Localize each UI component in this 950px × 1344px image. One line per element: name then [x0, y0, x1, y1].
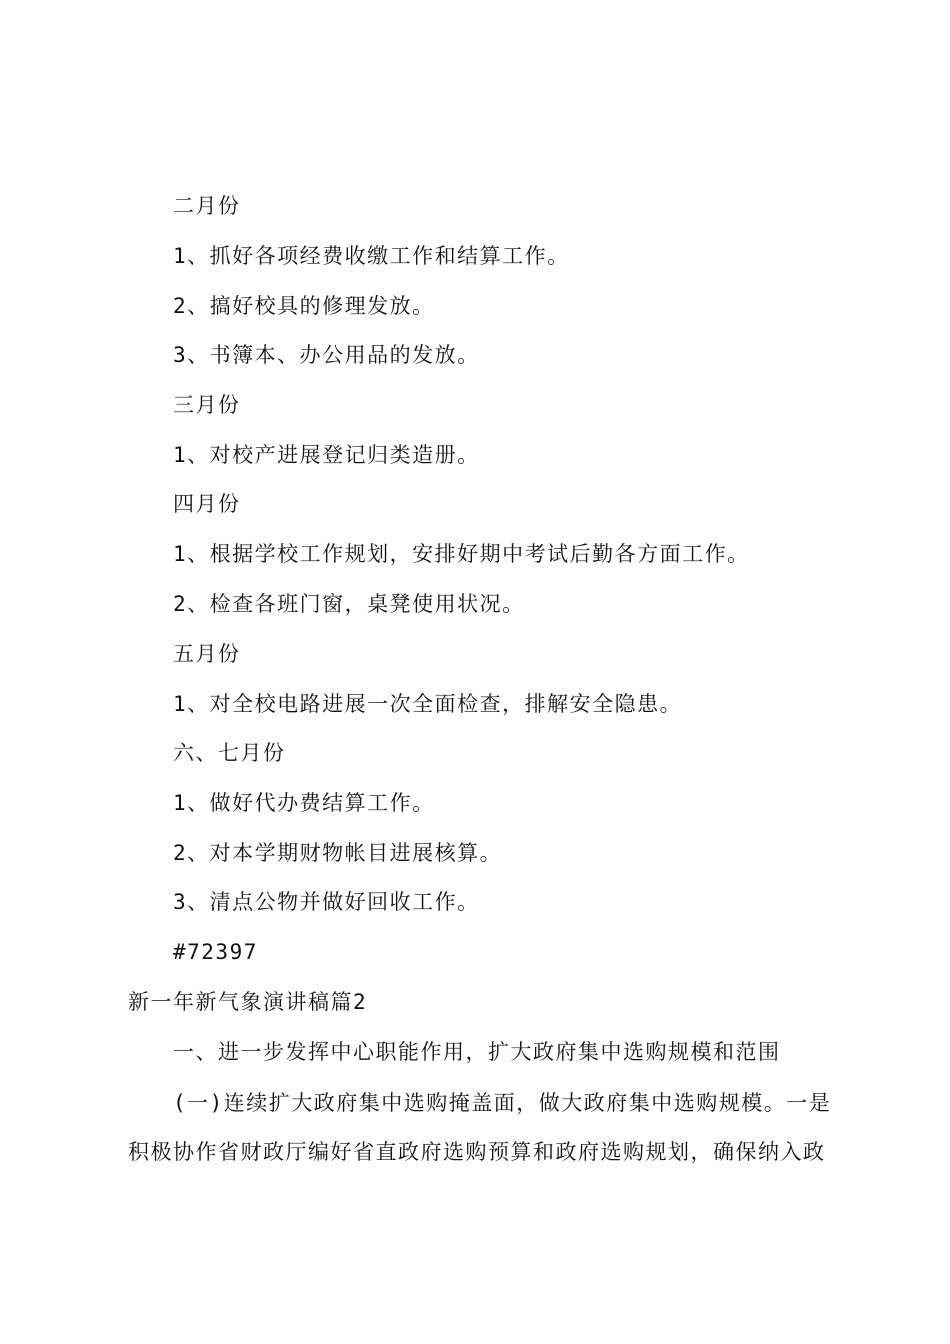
junjul-item-3: 3、清点公物并做好回收工作。	[173, 890, 480, 914]
feb-item-2: 2、搞好校具的修理发放。	[173, 294, 435, 318]
feb-item-3: 3、书簿本、办公用品的发放。	[173, 343, 480, 367]
apr-item-1: 1、根据学校工作规划，安排好期中考试后勤各方面工作。	[173, 542, 750, 566]
section-title: 新一年新气象演讲稿篇2	[128, 990, 368, 1014]
apr-item-2: 2、检查各班门窗，桌凳使用状况。	[173, 592, 525, 616]
feb-item-1: 1、抓好各项经费收缴工作和结算工作。	[173, 244, 570, 268]
paragraph-line-1: (一)连续扩大政府集中选购掩盖面，做大政府集中选购规模。一是	[173, 1091, 832, 1115]
month-heading-apr: 四月份	[173, 492, 241, 516]
month-heading-may: 五月份	[173, 642, 241, 666]
reference-number: #72397	[173, 940, 258, 964]
month-heading-jun-jul: 六、七月份	[173, 741, 286, 765]
paragraph-line-2: 积极协作省财政厅编好省直政府选购预算和政府选购规划，确保纳入政	[128, 1140, 826, 1164]
may-item-1: 1、对全校电路进展一次全面检查，排解安全隐患。	[173, 692, 683, 716]
junjul-item-1: 1、做好代办费结算工作。	[173, 791, 435, 815]
mar-item-1: 1、对校产进展登记归类造册。	[173, 443, 480, 467]
month-heading-mar: 三月份	[173, 393, 241, 417]
point-one-heading: 一、进一步发挥中心职能作用，扩大政府集中选购规模和范围	[173, 1040, 781, 1064]
month-heading-feb: 二月份	[173, 194, 241, 218]
junjul-item-2: 2、对本学期财物帐目进展核算。	[173, 841, 503, 865]
